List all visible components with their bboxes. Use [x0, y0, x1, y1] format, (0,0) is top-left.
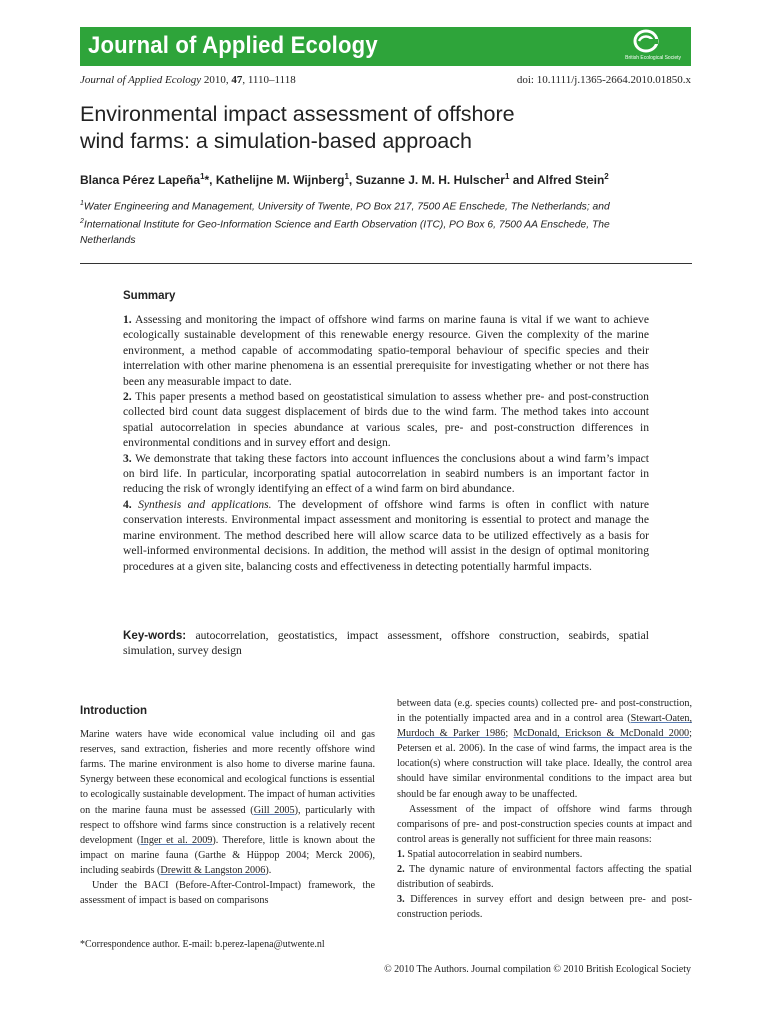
intro-paragraph-2: Under the BACI (Before-After-Control-Impact) framework, the assessment of impact is based on comparisons: [80, 880, 375, 907]
affiliation-2: [80, 214, 692, 232]
body-text: ).: [265, 864, 272, 876]
citation-link[interactable]: Gill 2005: [253, 804, 295, 816]
point-number: 3.: [123, 451, 132, 465]
article-title: [80, 101, 700, 155]
point-text: This paper presents a method based on geostatistical simulation to assess whether pre- and post-construction collected bird count data suggest displacement of birds due to the wind farm. The method takes into account spatial autocorrelation in species abundance at various scales, pre- and post-construction differences in environmental conditions and in survey effort and design.: [123, 390, 649, 450]
item-text: The dynamic nature of environmental factors affecting the spatial distribution of seabirds.: [397, 864, 692, 891]
author-name: Blanca Pérez Lapeña: [80, 173, 201, 187]
reason-item-2: [397, 862, 692, 892]
intro-right-column: [397, 696, 692, 922]
item-number: 1.: [397, 848, 405, 860]
affiliations: [80, 196, 692, 248]
keywords-label: Key-words:: [123, 629, 187, 642]
journal-ref-volume: 47: [231, 74, 243, 86]
summary-body: [123, 312, 649, 574]
summary-heading: Summary: [123, 290, 176, 302]
society-name: British Ecological Society: [625, 55, 681, 61]
citation-link[interactable]: Drewitt & Langston 2006: [160, 864, 266, 876]
body-text: between data (e.g. species counts) collected pre- and post-construction, in the potentially impacted area and in a control area (: [397, 698, 692, 725]
reason-item-3: [397, 892, 692, 922]
author-list: [80, 172, 609, 187]
item-text: Spatial autocorrelation in seabird numbers.: [404, 848, 583, 860]
keywords: [123, 628, 649, 659]
society-logo: [611, 29, 681, 63]
affiliation-text: Water Engineering and Management, University of Twente, PO Box 217, 7500 AE Enschede, The Netherlands; and: [83, 201, 610, 213]
author-name: Kathelijne M. Wijnberg: [215, 173, 345, 187]
point-lead: Synthesis and applications.: [138, 497, 272, 511]
author-name: Suzanne J. M. H. Hulscher: [355, 173, 505, 187]
author-affil-mark: 1: [504, 172, 510, 181]
author-affil-mark: 1: [200, 172, 205, 181]
affiliation-text: International Institute for Geo-Information Science and Earth Observation (ITC), PO Box 6, 7500 AA Enschede, The: [83, 219, 610, 231]
reason-item-1: [397, 847, 692, 862]
point-number: 2.: [123, 390, 132, 404]
intro-paragraph-4: Assessment of the impact of offshore wind farms through comparisons of pre- and post-construction species counts at impact and control areas is generally not sufficient for three main reasons:: [397, 803, 692, 845]
body-text: ;: [505, 728, 514, 740]
summary-point-2: [123, 389, 649, 451]
item-number: 2.: [397, 864, 405, 876]
author-separator: *,: [204, 173, 216, 187]
author-separator: ,: [348, 173, 356, 187]
point-text: Assessing and monitoring the impact of offshore wind farms on marine fauna is vital if we want to achieve ecologically sustainable development of this renewable energy resource. Given the complexity of the marine environment, a method capable of accommodating spatio-temporal behaviour of specific species and their interrelation with other marine phenomena is an essential prerequisite for investigating whether or not there has been any measurable impact to date.: [123, 313, 649, 388]
society-emblem-icon: [633, 29, 659, 53]
header-divider: [80, 263, 692, 264]
intro-paragraph-1: [80, 727, 375, 878]
body-text: Marine waters have wide economical value including oil and gas reserves, sand extraction, fisheries and more recently offshore wind farms. The marine environment is also home to diverse marine fauna. Synergy between these economical and ecological functions is essential to ecologically sustainable development. The impact of human activities on the marine fauna must be assessed (: [80, 729, 375, 816]
citation-link[interactable]: Inger et al. 2009: [140, 834, 213, 846]
body-text: ; Petersen et al. 2006). In the case of wind farms, the impact area is the location(s) where construction will take place. Ideally, the control area should have similar environmental conditions to the impact area but should be far enough away to be unaffected.: [397, 728, 692, 800]
intro-heading: Introduction: [80, 705, 148, 717]
intro-left-column: [80, 704, 375, 908]
author-affil-mark: 2: [604, 172, 609, 181]
intro-paragraph-3: [397, 696, 692, 802]
journal-reference: [80, 74, 296, 86]
item-number: 3.: [397, 894, 405, 906]
doi[interactable]: doi: 10.1111/j.1365-2664.2010.01850.x: [516, 74, 691, 86]
point-number: 1.: [123, 313, 132, 326]
journal-banner-title: Journal of Applied Ecology: [88, 32, 378, 59]
keywords-list: autocorrelation, geostatistics, impact assessment, offshore construction, seabirds, spatial simulation, survey design: [123, 629, 649, 658]
point-number: 4.: [123, 497, 132, 511]
summary-point-4: [123, 497, 649, 574]
affiliation-1: [80, 196, 692, 214]
journal-banner: [80, 27, 691, 66]
author-affil-mark: 1: [344, 172, 349, 181]
item-text: Differences in survey effort and design between pre- and post-construction periods.: [397, 894, 692, 921]
citation-link[interactable]: McDonald, Erickson & McDonald 2000: [513, 728, 690, 740]
affiliation-2-cont: Netherlands: [80, 234, 136, 246]
citation-link[interactable]: Stewart-Oaten, Murdoch & Parker 1986: [397, 713, 692, 740]
point-text: The development of offshore wind farms is often in conflict with nature conservation interests. Environmental impact assessment and monitoring is essential to protect and manage the marine environment. The method described here will allow scarce data to be utilized effectively as a basis for well-informed environmental decisions. In addition, the method will assist in the design of optimal monitoring procedures at a given site, balancing costs and effectiveness in detecting potentially harmful impacts.: [123, 497, 649, 573]
journal-ref-pages: , 1110–1118: [242, 74, 296, 86]
correspondence-footnote: *Correspondence author. E-mail: b.perez-lapena@utwente.nl: [80, 939, 325, 950]
title-line-1: Environmental impact assessment of offshore: [80, 102, 515, 126]
journal-ref-name: Journal of Applied Ecology: [80, 74, 202, 86]
point-text: We demonstrate that taking these factors into account influences the conclusions about a wind farm’s impact on bird life. In particular, incorporating spatial autocorrelation in seabird numbers is an important factor in reducing the risk of wrongly identifying an effect of a wind farm on bird abundance.: [123, 451, 649, 496]
affiliation-mark: 2: [80, 218, 84, 226]
title-line-2: wind farms: a simulation-based approach: [80, 129, 472, 153]
author-name: Alfred Stein: [536, 173, 605, 187]
body-text: ), particularly with respect to offshore wind farms since construction is a relatively recent development (: [80, 804, 375, 846]
summary-point-3: [123, 451, 649, 497]
affiliation-mark: 1: [80, 200, 84, 207]
summary-point-1: [123, 312, 649, 389]
journal-ref-year: 2010,: [203, 74, 229, 86]
author-separator: and: [509, 173, 537, 187]
copyright-notice: © 2010 The Authors. Journal compilation © 2010 British Ecological Society: [384, 964, 691, 975]
body-text: ). Therefore, little is known about the impact on marine fauna (Garthe & Hüppop 2004; Merck 2006), including seabirds (: [80, 834, 375, 876]
